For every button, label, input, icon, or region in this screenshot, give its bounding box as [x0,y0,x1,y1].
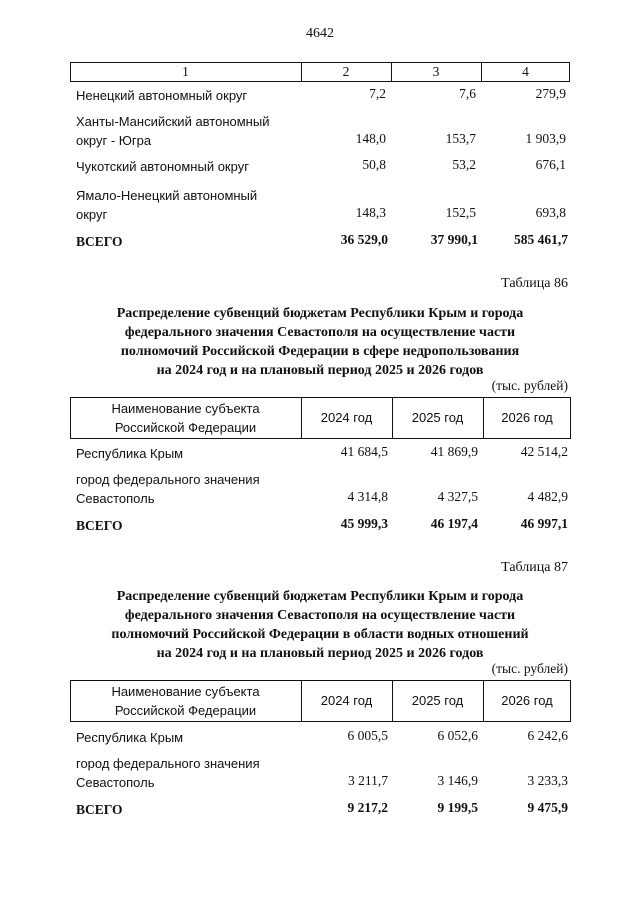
region-name: Ханты-Мансийский автономный [76,114,270,129]
value-2024: 7,2 [369,86,386,101]
region-name: город федерального значения [76,472,260,487]
value-2025: 7,6 [459,86,476,101]
table-number: Таблица 87 [501,560,568,575]
total-2026: 585 461,7 [514,232,568,247]
table-title-line: полномочий Российской Федерации в сфере недропользования [120,344,520,359]
value-2025: 152,5 [445,205,476,220]
value-2026: 676,1 [535,157,566,172]
header-2026: 2026 год [501,410,553,425]
value-2024: 50,8 [362,157,386,172]
page-number: 4642 [306,26,334,41]
region-name-cont: округ - Югра [76,133,152,148]
header-col-3: 3 [432,64,440,79]
total-2026: 46 997,1 [520,516,568,531]
total-label: ВСЕГО [76,518,123,533]
table-title-line: Распределение субвенций бюджетам Республики Крым и города [116,589,524,604]
total-2024: 45 999,3 [340,516,388,531]
region-name: Ямало-Ненецкий автономный [76,188,258,203]
region-name: город федерального значения [76,756,260,771]
total-label: ВСЕГО [76,234,123,249]
value-2026: 4 482,9 [527,489,568,504]
table-title-line: федерального значения Севастополя на осуществление части [124,325,516,340]
header-col-2: 2 [342,64,350,79]
region-name: Республика Крым [76,730,184,745]
total-2024: 36 529,0 [340,232,388,247]
unit-label: (тыс. рублей) [491,378,568,393]
header-subject: Наименование субъекта [111,401,260,416]
header-subject-cont: Российской Федерации [114,703,257,718]
header-col-4: 4 [522,64,529,79]
value-2025: 4 327,5 [437,489,478,504]
total-label: ВСЕГО [76,802,123,817]
table-title-line: на 2024 год и на плановый период 2025 и 2026 годов [156,646,484,661]
region-name-cont: округ [76,207,108,222]
header-2025: 2025 год [411,693,464,708]
value-2025: 153,7 [445,131,476,146]
total-2025: 37 990,1 [430,232,478,247]
region-name-cont: Севастополь [76,775,155,790]
table-title-line: на 2024 год и на плановый период 2025 и 2026 годов [156,363,484,378]
table-title-line: Распределение субвенций бюджетам Республики Крым и города [116,306,524,321]
value-2026: 42 514,2 [520,444,568,459]
table-number: Таблица 86 [501,276,568,291]
region-name-cont: Севастополь [76,491,155,506]
value-2024: 6 005,5 [347,728,388,743]
total-2026: 9 475,9 [527,800,568,815]
value-2025: 53,2 [452,157,476,172]
value-2026: 6 242,6 [527,728,568,743]
total-2025: 9 199,5 [437,800,478,815]
unit-label: (тыс. рублей) [491,661,568,676]
total-2024: 9 217,2 [347,800,388,815]
region-name: Республика Крым [76,446,184,461]
value-2024: 148,0 [355,131,386,146]
value-2025: 6 052,6 [437,728,478,743]
value-2024: 41 684,5 [340,444,388,459]
header-subject-cont: Российской Федерации [114,420,257,435]
value-2025: 3 146,9 [437,773,478,788]
header-2024: 2024 год [320,693,373,708]
region-name: Чукотский автономный округ [76,159,249,174]
table-title-line: полномочий Российской Федерации в области водных отношений [111,627,529,642]
value-2026: 279,9 [535,86,566,101]
header-subject: Наименование субъекта [111,684,260,699]
value-2024: 4 314,8 [347,489,388,504]
value-2024: 3 211,7 [348,773,388,788]
value-2026: 693,8 [535,205,566,220]
header-2025: 2025 год [411,410,464,425]
header-2026: 2026 год [501,693,553,708]
header-col-1: 1 [182,64,189,79]
total-2025: 46 197,4 [430,516,478,531]
table-title-line: федерального значения Севастополя на осуществление части [124,608,516,623]
value-2026: 3 233,3 [527,773,568,788]
value-2024: 148,3 [355,205,386,220]
header-2024: 2024 год [320,410,373,425]
region-name: Ненецкий автономный округ [76,88,248,103]
value-2026: 1 903,9 [525,131,566,146]
value-2025: 41 869,9 [430,444,478,459]
